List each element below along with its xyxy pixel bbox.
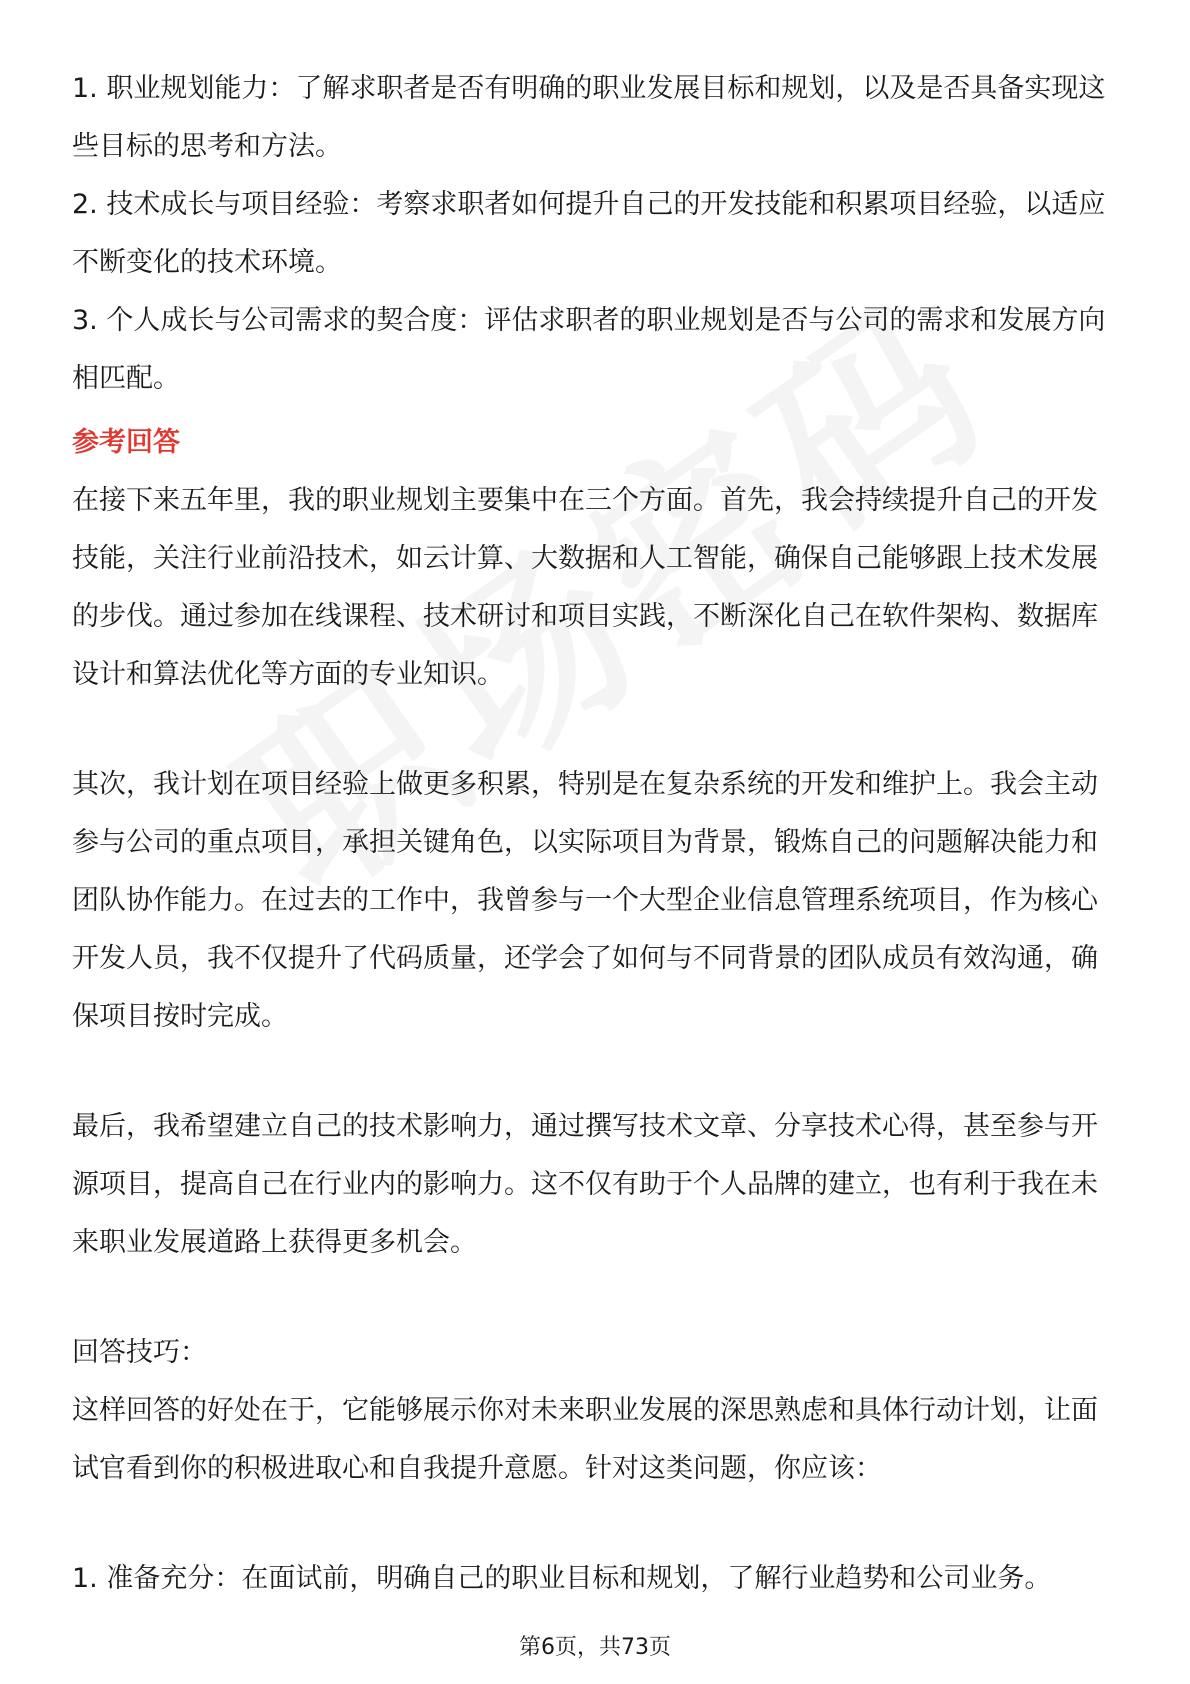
- page-number: 第6页，共73页: [519, 1635, 671, 1660]
- paragraph-spacer: [72, 1046, 1122, 1098]
- tips-item-1: 1. 准备充分：在面试前，明确自己的职业目标和规划，了解行业趋势和公司业务。: [72, 1563, 1052, 1594]
- paragraph-spacer: [72, 1498, 1122, 1550]
- criteria-list: [72, 60, 1122, 408]
- reference-paragraph-3: 最后，我希望建立自己的技术影响力，通过撰写技术文章、分享技术心得，甚至参与开源项目，提高自己在行业内的影响力。这不仅有助于个人品牌的建立，也有利于我在未来职业发展道路上获得更多机会。: [72, 1111, 1098, 1258]
- tips-heading: 回答技巧：: [72, 1337, 207, 1368]
- criteria-item-2: 2. 技术成长与项目经验：考察求职者如何提升自己的开发技能和积累项目经验，以适应不断变化的技术环境。: [72, 189, 1106, 278]
- document-body: [72, 60, 1122, 1608]
- tips-intro: 这样回答的好处在于，它能够展示你对未来职业发展的深思熟虑和具体行动计划，让面试官看到你的积极进取心和自我提升意愿。针对这类问题，你应该：: [72, 1395, 1098, 1484]
- reference-paragraph-1: 在接下来五年里，我的职业规划主要集中在三个方面。首先，我会持续提升自己的开发技能，关注行业前沿技术，如云计算、大数据和人工智能，确保自己能够跟上技术发展的步伐。通过参加在线课程、技术研讨和项目实践，不断深化自己在软件架构、数据库设计和算法优化等方面的专业知识。: [72, 485, 1098, 690]
- paragraph-spacer: [72, 704, 1122, 756]
- reference-paragraph-2: 其次，我计划在项目经验上做更多积累，特别是在复杂系统的开发和维护上。我会主动参与公司的重点项目，承担关键角色，以实际项目为背景，锻炼自己的问题解决能力和团队协作能力。在过去的工作中，我曾参与一个大型企业信息管理系统项目，作为核心开发人员，我不仅提升了代码质量，还学会了如何与不同背景的团队成员有效沟通，确保项目按时完成。: [72, 769, 1098, 1032]
- criteria-item-3: 3. 个人成长与公司需求的契合度：评估求职者的职业规划是否与公司的需求和发展方向相匹配。: [72, 305, 1106, 394]
- criteria-item-1: 1. 职业规划能力：了解求职者是否有明确的职业发展目标和规划，以及是否具备实现这些目标的思考和方法。: [72, 73, 1106, 162]
- paragraph-spacer: [72, 1272, 1122, 1324]
- reference-answer-heading: 参考回答: [72, 427, 180, 458]
